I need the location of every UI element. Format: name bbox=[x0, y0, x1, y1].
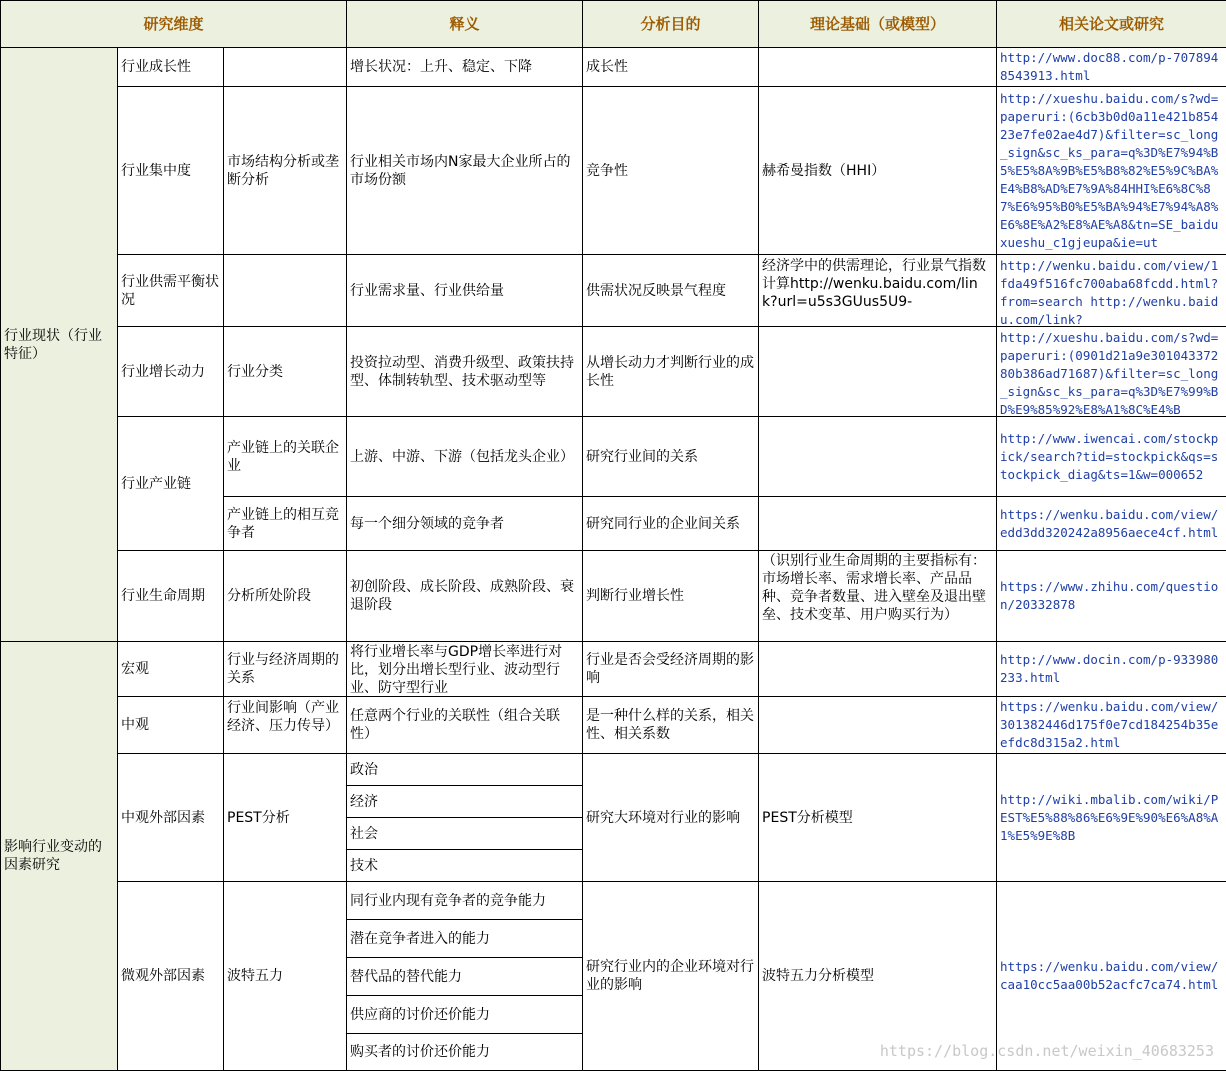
header-purpose: 分析目的 bbox=[583, 1, 759, 48]
purpose-cell: 研究行业间的关系 bbox=[583, 417, 759, 497]
dimension-cell: 宏观 bbox=[118, 642, 224, 697]
theory-cell: 波特五力分析模型 bbox=[759, 882, 997, 1071]
porter-item: 供应商的讨价还价能力 bbox=[347, 996, 583, 1034]
pest-item: 技术 bbox=[347, 850, 583, 882]
table-row bbox=[1, 48, 1226, 87]
paper-link[interactable] bbox=[997, 327, 1226, 417]
theory-text: 经济学中的供需理论，行业景气指数计算http://wenku.baidu.com/link?url=u5s3GUus5U9- bbox=[762, 257, 993, 325]
purpose-cell: 研究行业内的企业环境对行业的影响 bbox=[583, 882, 759, 1071]
subdimension-cell: 市场结构分析或垄断分析 bbox=[224, 87, 347, 255]
subdimension-cell bbox=[224, 48, 347, 87]
purpose-cell: 是一种什么样的关系，相关性、相关系数 bbox=[583, 697, 759, 754]
theory-text: （识别行业生命周期的主要指标有：市场增长率、需求增长率、产品品种、竞争者数量、进入壁垒及退出壁垒、技术变革、用户购买行为） bbox=[762, 552, 993, 640]
purpose-cell: 竞争性 bbox=[583, 87, 759, 255]
theory-cell bbox=[759, 551, 997, 642]
subdimension-cell: 行业分类 bbox=[224, 327, 347, 417]
purpose-cell: 研究大环境对行业的影响 bbox=[583, 754, 759, 882]
theory-cell: PEST分析模型 bbox=[759, 754, 997, 882]
subdimension-cell: 产业链上的关联企业 bbox=[224, 417, 347, 497]
porter-item: 潜在竞争者进入的能力 bbox=[347, 920, 583, 958]
theory-cell bbox=[759, 255, 997, 327]
meaning-text: 将行业增长率与GDP增长率进行对比，划分出增长型行业、波动型行业、防守型行业 bbox=[350, 643, 579, 695]
pest-item: 政治 bbox=[347, 754, 583, 786]
paper-link[interactable]: https://wenku.baidu.com/view/caa10cc5aa00b52acfc7ca74.html bbox=[997, 882, 1226, 1071]
header-row bbox=[1, 1, 1226, 48]
paper-link[interactable]: http://www.docin.com/p-933980233.html bbox=[997, 642, 1226, 697]
table-row bbox=[1, 754, 1226, 786]
subdimension-cell: 行业与经济周期的关系 bbox=[224, 642, 347, 697]
table-row bbox=[1, 642, 1226, 697]
table-row bbox=[1, 255, 1226, 327]
header-papers: 相关论文或研究 bbox=[997, 1, 1226, 48]
table-row bbox=[1, 417, 1226, 497]
group-label-industry-status: 行业现状（行业特征） bbox=[1, 48, 118, 642]
subdimension-cell bbox=[224, 697, 347, 754]
subdimension-cell: 分析所处阶段 bbox=[224, 551, 347, 642]
header-theory: 理论基础（或模型） bbox=[759, 1, 997, 48]
meaning-cell: 行业需求量、行业供给量 bbox=[347, 255, 583, 327]
purpose-cell: 从增长动力才判断行业的成长性 bbox=[583, 327, 759, 417]
dimension-cell: 中观外部因素 bbox=[118, 754, 224, 882]
porter-item: 替代品的替代能力 bbox=[347, 958, 583, 996]
paper-link[interactable]: http://wiki.mbalib.com/wiki/PEST%E5%88%86%E6%9E%90%E6%A8%A1%E5%9E%8B bbox=[997, 754, 1226, 882]
theory-cell bbox=[759, 697, 997, 754]
meaning-cell: 任意两个行业的关联性（组合关联性） bbox=[347, 697, 583, 754]
dimension-cell: 行业集中度 bbox=[118, 87, 224, 255]
subdimension-text: 行业间影响（产业经济、压力传导） bbox=[227, 699, 343, 751]
meaning-cell bbox=[347, 642, 583, 697]
table-row bbox=[1, 882, 1226, 920]
theory-cell bbox=[759, 417, 997, 497]
porter-item: 购买者的讨价还价能力 bbox=[347, 1034, 583, 1071]
purpose-cell: 研究同行业的企业间关系 bbox=[583, 497, 759, 551]
purpose-cell: 供需状况反映景气程度 bbox=[583, 255, 759, 327]
dimension-cell: 行业产业链 bbox=[118, 417, 224, 551]
paper-link[interactable] bbox=[997, 87, 1226, 255]
dimension-cell: 行业增长动力 bbox=[118, 327, 224, 417]
group-label-influencing-factors: 影响行业变动的因素研究 bbox=[1, 642, 118, 1071]
watermark: https://blog.csdn.net/weixin_40683253 bbox=[880, 1042, 1214, 1060]
dimension-cell: 微观外部因素 bbox=[118, 882, 224, 1071]
theory-cell: 赫希曼指数（HHI） bbox=[759, 87, 997, 255]
porter-item: 同行业内现有竞争者的竞争能力 bbox=[347, 882, 583, 920]
subdimension-cell: 产业链上的相互竞争者 bbox=[224, 497, 347, 551]
meaning-cell: 初创阶段、成长阶段、成熟阶段、衰退阶段 bbox=[347, 551, 583, 642]
purpose-cell: 判断行业增长性 bbox=[583, 551, 759, 642]
paper-link-text[interactable]: http://wenku.baidu.com/view/1fda49f516fc700aba68fcdd.html?from=search http://wenku.baidu.com/link? bbox=[1000, 257, 1223, 325]
paper-link[interactable]: http://www.iwencai.com/stockpick/search?tid=stockpick&qs=stockpick_diag&ts=1&w=000652 bbox=[997, 417, 1226, 497]
paper-link[interactable]: https://www.zhihu.com/question/20332878 bbox=[997, 551, 1226, 642]
theory-cell bbox=[759, 48, 997, 87]
paper-link[interactable]: https://wenku.baidu.com/view/301382446d175f0e7cd184254b35eefdc8d315a2.html bbox=[997, 697, 1226, 754]
theory-cell bbox=[759, 327, 997, 417]
meaning-cell: 上游、中游、下游（包括龙头企业） bbox=[347, 417, 583, 497]
theory-cell bbox=[759, 497, 997, 551]
subdimension-cell: PEST分析 bbox=[224, 754, 347, 882]
subdimension-cell: 波特五力 bbox=[224, 882, 347, 1071]
theory-cell bbox=[759, 642, 997, 697]
paper-link-text[interactable]: http://xueshu.baidu.com/s?wd=paperuri:(6cb3b0d0a11e421b85423e7fe02ae4d7)&filter=sc_long_sign&sc_ks_para=q%3D%E7%94%B5%E5%8A%9B%E5%B8%82%E5%9C%BA%E4%B8%AD%E7%9A%84HHI%E6%8C%87%E6%95%B0%E5%BA%94%E7%94%A8%E6%8E%A2%E8%AE%A8&tn=SE_baiduxueshu_c1gjeupa&ie=ut bbox=[1000, 90, 1223, 252]
meaning-cell: 投资拉动型、消费升级型、政策扶持型、体制转轨型、技术驱动型等 bbox=[347, 327, 583, 417]
table-row bbox=[1, 87, 1226, 255]
dimension-cell: 行业成长性 bbox=[118, 48, 224, 87]
subdimension-cell bbox=[224, 255, 347, 327]
pest-item: 社会 bbox=[347, 818, 583, 850]
table-row bbox=[1, 551, 1226, 642]
meaning-cell: 增长状况：上升、稳定、下降 bbox=[347, 48, 583, 87]
purpose-cell: 行业是否会受经济周期的影响 bbox=[583, 642, 759, 697]
dimension-cell: 中观 bbox=[118, 697, 224, 754]
paper-link-text[interactable]: http://xueshu.baidu.com/s?wd=paperuri:(0901d21a9e30104337280b386ad71687)&filter=sc_long_sign&sc_ks_para=q%3D%E7%99%BD%E9%85%92%E8%A1%8C%E4%B bbox=[1000, 329, 1223, 415]
table-row bbox=[1, 327, 1226, 417]
purpose-cell: 成长性 bbox=[583, 48, 759, 87]
header-dimension: 研究维度 bbox=[1, 1, 347, 48]
paper-link[interactable]: https://wenku.baidu.com/view/edd3dd320242a8956aece4cf.html bbox=[997, 497, 1226, 551]
dimension-cell: 行业供需平衡状况 bbox=[118, 255, 224, 327]
meaning-cell: 每一个细分领域的竞争者 bbox=[347, 497, 583, 551]
pest-item: 经济 bbox=[347, 786, 583, 818]
table-row bbox=[1, 697, 1226, 754]
paper-link[interactable]: http://www.doc88.com/p-7078948543913.html bbox=[997, 48, 1226, 87]
dimension-cell: 行业生命周期 bbox=[118, 551, 224, 642]
meaning-cell: 行业相关市场内N家最大企业所占的市场份额 bbox=[347, 87, 583, 255]
header-meaning: 释义 bbox=[347, 1, 583, 48]
paper-link[interactable] bbox=[997, 255, 1226, 327]
